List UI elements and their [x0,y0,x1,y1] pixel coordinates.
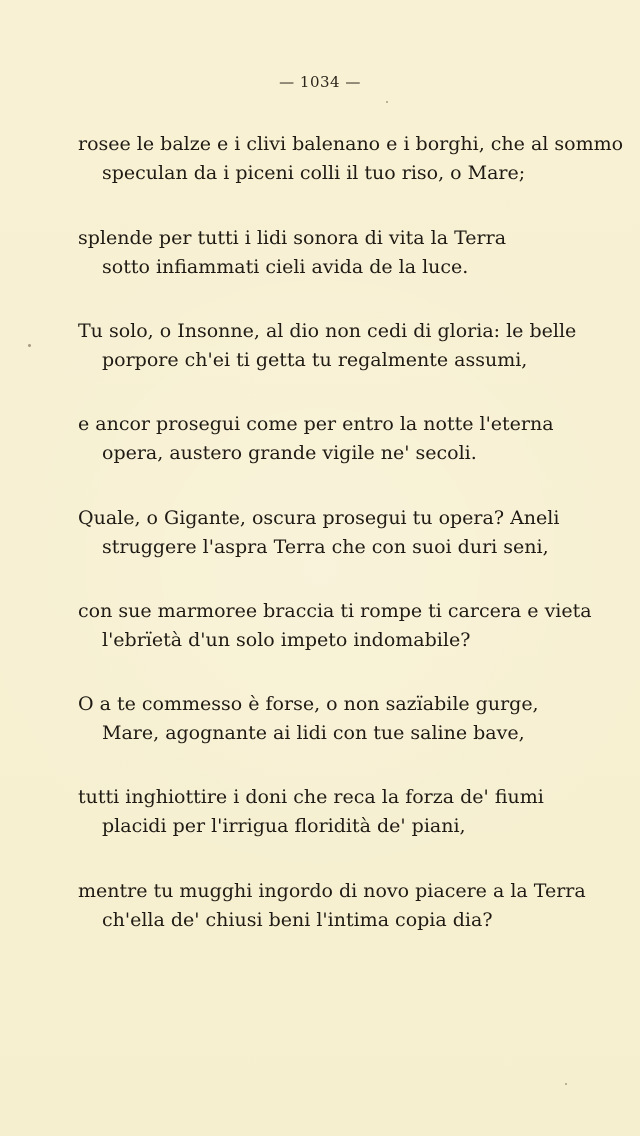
stanza-8-line-1: tutti inghiottire i doni che reca la forza de' fiumi [78,786,544,808]
stanza-3-line-2: porpore ch'ei ti getta tu regalmente assumi, [102,349,528,371]
stanza-9 [78,877,598,935]
stanza-6-line-2: l'ebrïetà d'un solo impeto indomabile? [102,629,471,651]
stanza-5-line-1: Quale, o Gigante, oscura prosegui tu opera? Aneli [78,507,560,529]
stanza-1 [78,130,624,188]
stanza-9-line-1: mentre tu mugghi ingordo di novo piacere a la Terra [78,880,586,902]
stanza-8-line-2: placidi per l'irrigua floridità de' piani, [102,815,466,837]
stanza-3-line-1: Tu solo, o Insonne, al dio non cedi di gloria: le belle [78,320,577,342]
stanza-7-line-1: O a te commesso è forse, o non sazïabile gurge, [78,693,539,715]
stanza-5-line-2: struggere l'aspra Terra che con suoi duri seni, [102,536,549,558]
paper-speck [565,1083,567,1085]
paper-speck [386,101,388,103]
stanza-4-line-1: e ancor prosegui come per entro la notte l'eterna [78,413,554,435]
stanza-2-line-2: sotto infiammati cieli avida de la luce. [102,256,469,278]
stanza-8 [78,783,598,841]
stanza-1-line-2: speculan da i piceni colli il tuo riso, o Mare; [102,162,526,184]
stanza-2 [78,224,598,282]
stanza-9-line-2: ch'ella de' chiusi beni l'intima copia dia? [102,909,493,931]
stanza-2-line-1: splende per tutti i lidi sonora di vita la Terra [78,227,507,249]
stanza-6-line-1: con sue marmoree braccia ti rompe ti carcera e vieta [78,600,592,622]
paper-speck [28,344,31,347]
stanza-7 [78,690,598,748]
stanza-6 [78,597,598,655]
stanza-4-line-2: opera, austero grande vigile ne' secoli. [102,442,477,464]
stanza-3 [78,317,598,375]
stanza-4 [78,410,598,468]
page-number: — 1034 — [279,73,361,91]
stanza-5 [78,504,598,562]
stanza-7-line-2: Mare, agognante ai lidi con tue saline bave, [102,722,525,744]
stanza-1-line-1: rosee le balze e i clivi balenano e i borghi, che al sommo [78,133,624,155]
